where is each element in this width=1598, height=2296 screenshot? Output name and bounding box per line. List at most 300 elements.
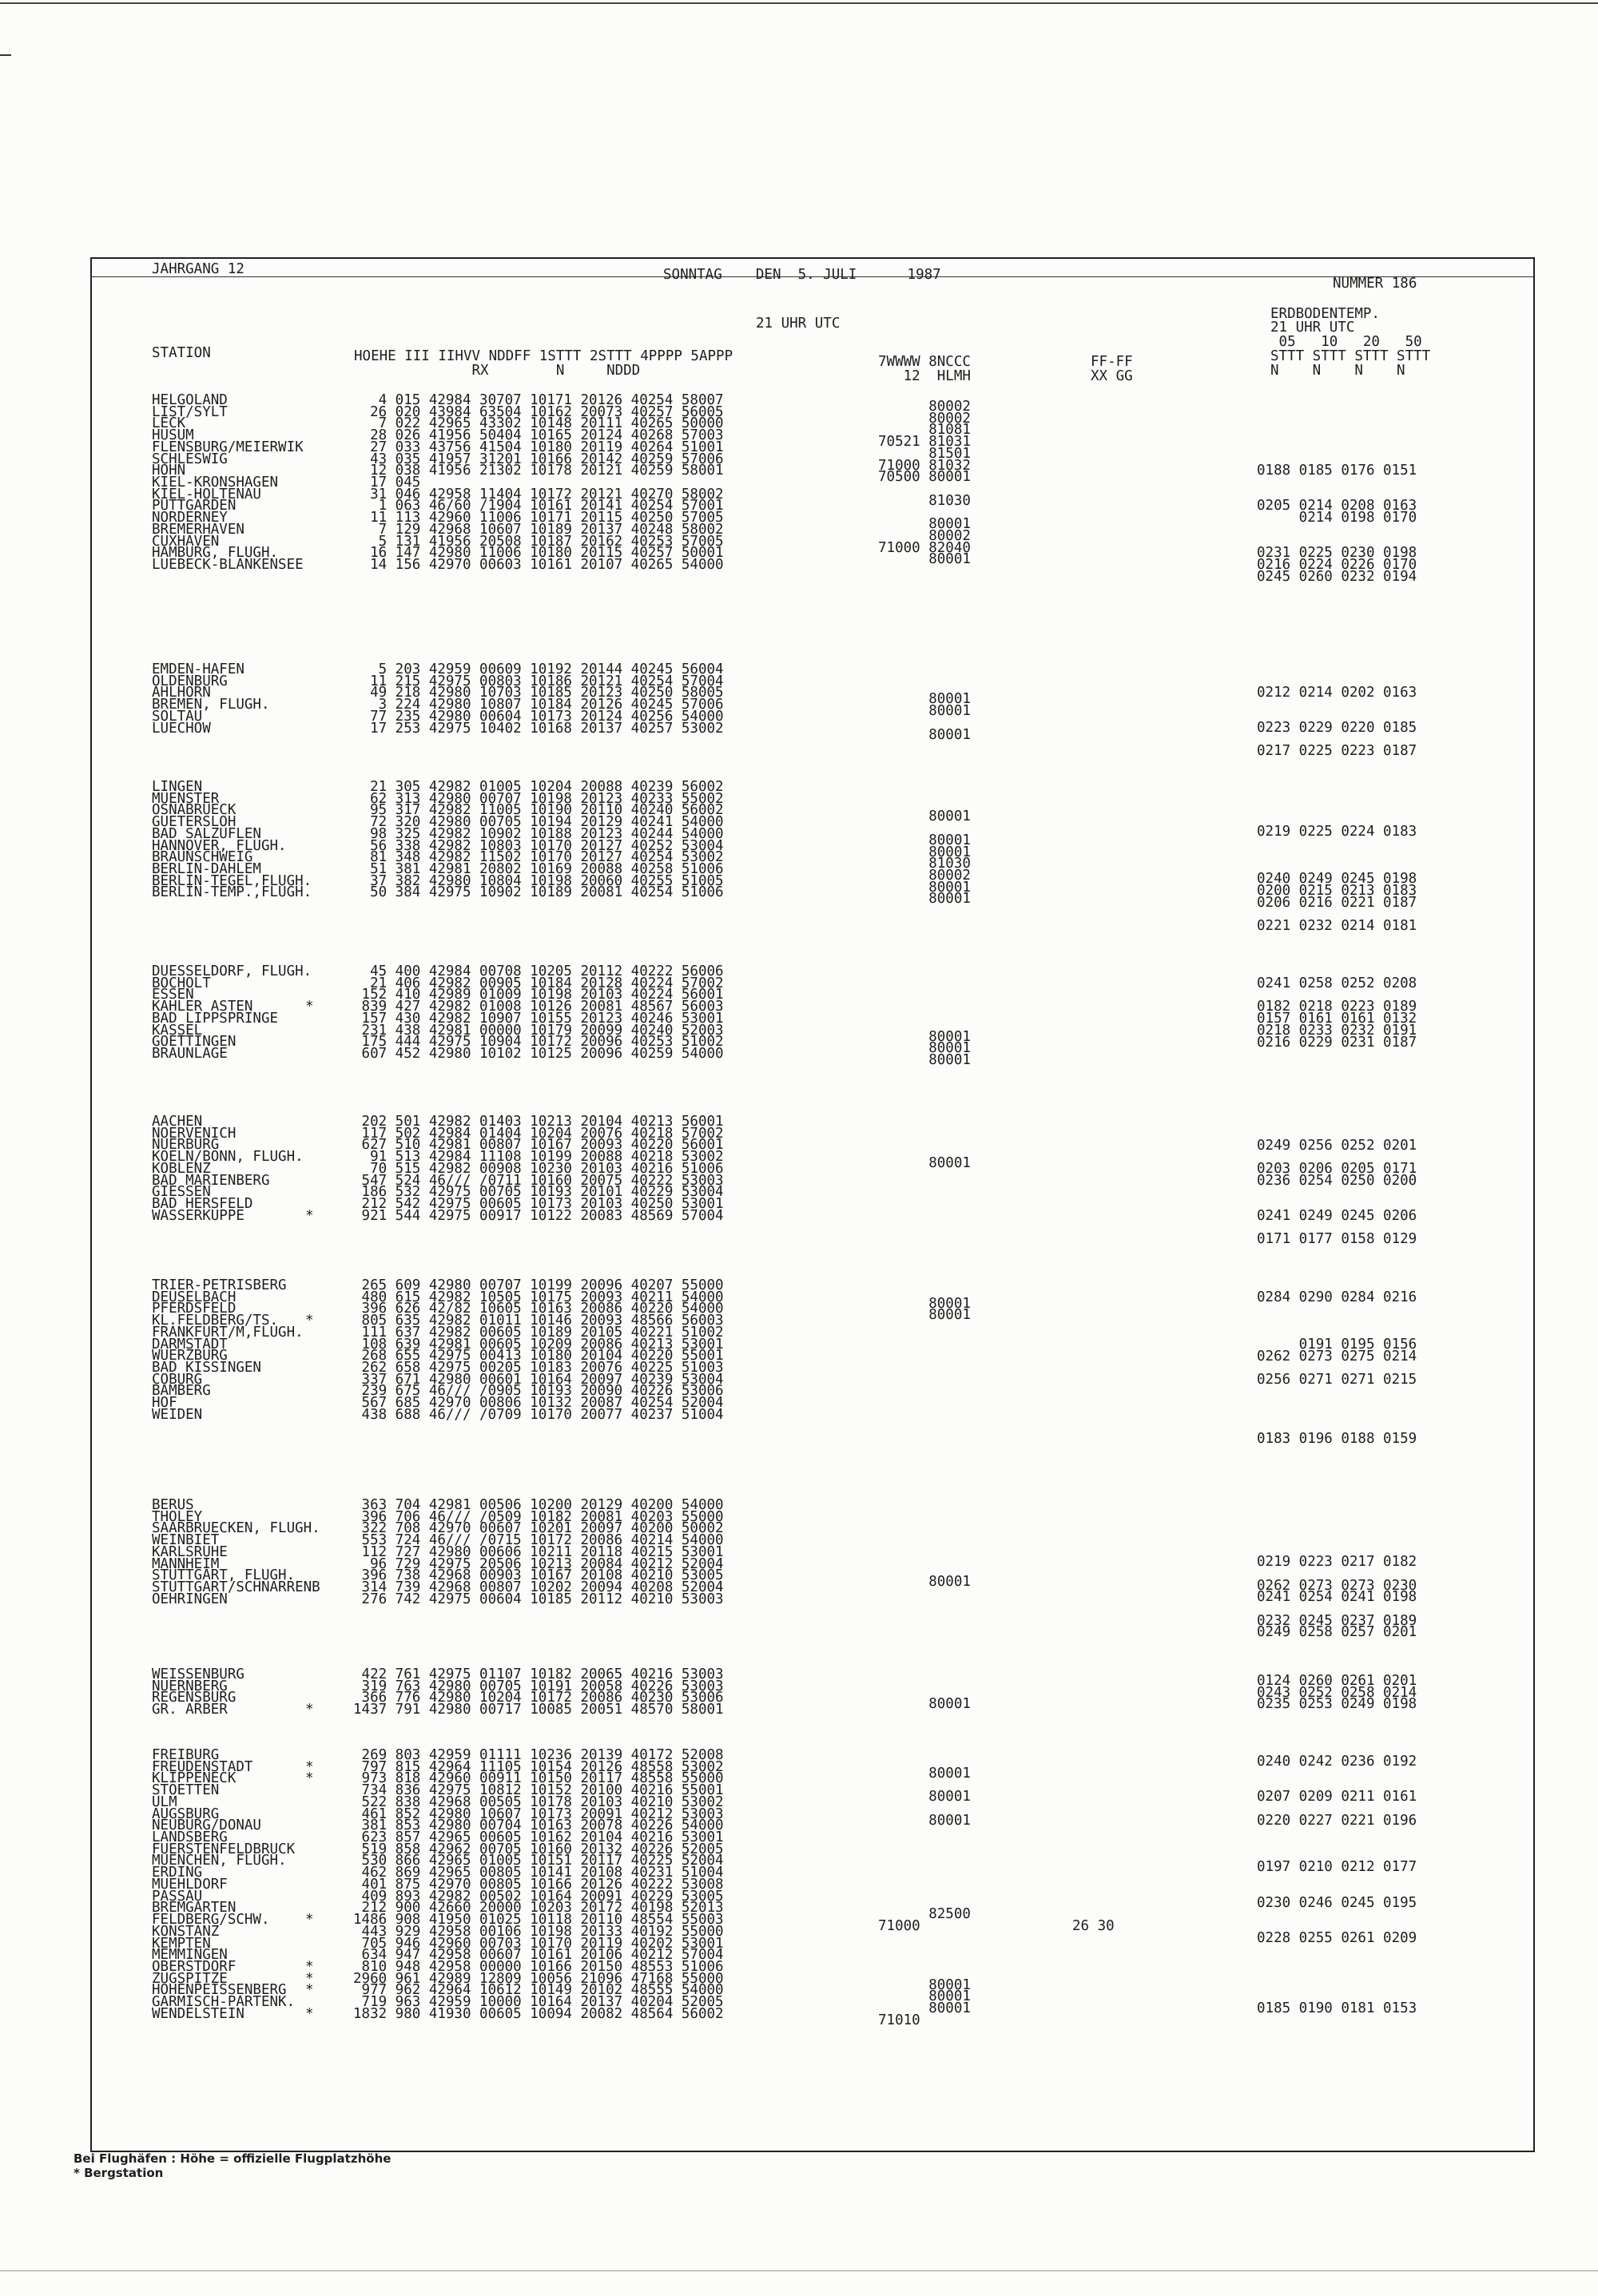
station-obs: 607 452 42980 10102 10125 20096 40259 54000 (353, 1046, 724, 1063)
station-obs: 314 739 42968 00807 10202 20094 40208 52004 (353, 1579, 724, 1596)
weather-groups: 80001 (878, 516, 971, 533)
station-obs: 921 544 42975 00917 10122 20083 48569 57004 (353, 1207, 724, 1224)
footnote-mountain-station: * Bergstation (74, 2166, 164, 2180)
station-obs: 810 948 42958 00000 10166 20150 48553 51006 (353, 1958, 724, 1975)
station-name: HANNOVER, FLUGH. (152, 837, 287, 854)
weather-groups: 80001 (878, 1155, 971, 1172)
soil-temps: 0230 0246 0245 0195 (1257, 1894, 1417, 1911)
station-name: BRAUNSCHWEIG (152, 849, 253, 866)
soil-temps: 0217 0225 0223 0187 (1257, 743, 1417, 760)
station-obs: 72 320 42980 00705 10194 20129 40241 54000 (353, 814, 724, 831)
station-name: BAMBERG (152, 1383, 211, 1400)
station-obs: 95 317 42982 11005 10190 20110 40240 56002 (353, 802, 724, 819)
station-obs: 627 510 42981 00807 10167 20093 40220 56001 (353, 1137, 724, 1154)
station-obs: 81 348 42982 11502 10170 20127 40254 53002 (353, 849, 724, 866)
station-name: MEMMINGEN (152, 1947, 228, 1964)
station-obs: 212 900 42660 20000 10203 20172 40198 52013 (353, 1900, 724, 1917)
station-obs: 98 325 42982 10902 10188 20123 40244 54000 (353, 825, 724, 842)
station-obs: 276 742 42975 00604 10185 20112 40210 53003 (353, 1591, 724, 1607)
station-obs: 623 857 42965 00605 10162 20104 40216 53001 (353, 1829, 724, 1846)
soil-temps: 0262 0273 0275 0214 (1257, 1348, 1417, 1364)
station-name: STUTTGART/SCHNARRENB (152, 1579, 320, 1596)
station-obs: 43 035 41957 31201 10166 20142 40259 57006 (353, 451, 724, 467)
soil-temps: 0216 0224 0226 0170 (1257, 557, 1417, 574)
station-name: GUETERSLOH (152, 814, 237, 831)
station-name: GOETTINGEN (152, 1034, 237, 1051)
station-obs: 21 305 42982 01005 10204 20088 40239 56002 (353, 779, 724, 795)
mountain-station-mark: * (305, 1970, 314, 1987)
station-name: BERLIN-TEMP.,FLUGH. (152, 884, 312, 901)
weather-groups: 80001 (878, 832, 971, 848)
station-obs: 45 400 42984 00708 10205 20112 40222 56006 (353, 963, 724, 979)
station-obs: 31 046 42958 11404 10172 20121 40270 58002 (353, 486, 724, 502)
station-obs: 519 858 42962 00705 10160 20132 40226 52005 (353, 1841, 724, 1857)
soil-temps: 0203 0206 0205 0171 (1257, 1161, 1417, 1178)
station-obs: 567 685 42970 00806 10132 20087 40254 52004 (353, 1395, 724, 1412)
station-name: BAD LIPPSPRINGE (152, 1010, 279, 1027)
station-obs: 805 635 42982 01011 10146 20093 48566 56003 (353, 1313, 724, 1329)
station-name: HOHENPEISSENBERG (152, 1982, 287, 1999)
station-name: NORDERNEY (152, 510, 228, 526)
weather-groups: 80001 (878, 2000, 971, 2017)
station-obs: 530 866 42965 01005 10151 20117 40225 52004 (353, 1853, 724, 1869)
station-name: PFERDSFELD (152, 1301, 237, 1317)
weather-groups: 82500 (878, 1906, 971, 1923)
soil-temps: 0240 0249 0245 0198 (1257, 871, 1417, 888)
station-obs: 212 542 42975 00605 10173 20103 40250 53001 (353, 1196, 724, 1213)
weather-groups: 80001 (878, 1028, 971, 1045)
station-name: SOLTAU (152, 708, 203, 725)
station-obs: 462 869 42965 00805 10141 20108 40231 51004 (353, 1865, 724, 1881)
station-name: FLENSBURG/MEIERWIK (152, 439, 304, 455)
station-name: KL.FELDBERG/TS. (152, 1313, 279, 1329)
station-obs: 7 022 42965 43302 10148 20111 40265 50000 (353, 415, 724, 432)
station-obs: 12 038 41956 21302 10178 20121 40259 58001 (353, 463, 724, 479)
weather-groups: 71010 (878, 2012, 920, 2028)
soil-title-1: ERDBODENTEMP. (1270, 306, 1380, 322)
soil-temps: 0231 0225 0230 0198 (1257, 545, 1417, 562)
scan-top-border (0, 2, 1598, 4)
station-name: NUERNBERG (152, 1678, 228, 1694)
col-station: STATION (152, 345, 211, 361)
station-obs: 50 384 42975 10902 10189 20081 40254 51006 (353, 884, 724, 901)
station-obs: 461 852 42980 10607 10173 20091 40212 53003 (353, 1805, 724, 1822)
soil-temps: 0232 0245 0237 0189 (1257, 1612, 1417, 1629)
weather-groups: 81030 (878, 856, 971, 872)
station-name: LUECHOW (152, 720, 211, 737)
station-name: OEHRINGEN (152, 1591, 228, 1607)
weather-groups: 81030 (878, 492, 971, 509)
footnote-airports: Bei Flughäfen : Höhe = offizielle Flugplatzhöhe (74, 2151, 392, 2166)
station-obs: 319 763 42980 00705 10191 20058 40226 53003 (353, 1678, 724, 1694)
station-obs: 117 502 42984 01404 10204 20076 40218 57002 (353, 1125, 724, 1142)
station-obs: 634 947 42958 00607 10161 20106 40212 57004 (353, 1947, 724, 1964)
station-obs: 11 215 42975 00803 10186 20121 40254 57004 (353, 673, 724, 689)
station-name: HAMBURG, FLUGH. (152, 545, 279, 562)
station-name: REGENSBURG (152, 1690, 237, 1706)
weather-groups: 70500 80001 (878, 469, 971, 486)
station-name: KIEL-KRONSHAGEN (152, 475, 279, 491)
station-name: GR. ARBER (152, 1702, 228, 1718)
soil-temps: 0223 0229 0220 0185 (1257, 719, 1417, 736)
col-wx-header-2: 12 HLMH (878, 368, 971, 384)
station-name: KIEL-HOLTENAU (152, 486, 261, 502)
station-name: WEIDEN (152, 1406, 203, 1423)
station-name: AACHEN (152, 1114, 203, 1130)
station-name: LECK (152, 415, 186, 432)
station-obs: 1 063 46/60 /1904 10161 20141 40254 57001 (353, 498, 724, 514)
jahrgang: JAHRGANG 12 (152, 261, 244, 277)
station-obs: 396 626 42/82 10605 10163 20086 40220 54000 (353, 1301, 724, 1317)
station-name: KLIPPENECK (152, 1770, 237, 1787)
mountain-station-mark: * (305, 1313, 314, 1329)
station-obs: 401 875 42970 00805 10166 20126 40222 53008 (353, 1876, 724, 1893)
station-name: LINGEN (152, 779, 203, 795)
station-obs: 11 113 42960 11006 10171 20115 40250 57005 (353, 510, 724, 526)
station-obs: 70 515 42982 00908 10230 20103 40216 51006 (353, 1160, 724, 1177)
station-name: STOETTEN (152, 1782, 220, 1799)
station-obs: 1832 980 41930 00605 10094 20082 48564 56002 (353, 2005, 724, 2022)
weather-groups: 70521 81031 (878, 434, 971, 451)
soil-temps: 0218 0233 0232 0191 (1257, 1022, 1417, 1039)
station-obs: 157 430 42982 10907 10155 20123 40246 53001 (353, 1010, 724, 1027)
station-obs: 839 427 42982 01008 10126 20081 48567 56003 (353, 999, 724, 1015)
weather-groups: 80001 (878, 1976, 971, 1993)
station-obs: 49 218 42980 10703 10185 20123 40250 58005 (353, 685, 724, 701)
station-name: BREMERHAVEN (152, 521, 244, 538)
station-name: PUTTGARDEN (152, 498, 237, 514)
soil-temps: 0221 0232 0214 0181 (1257, 918, 1417, 935)
soil-temps: 0236 0254 0250 0200 (1257, 1172, 1417, 1189)
station-name: FUERSTENFELDBRUCK (152, 1841, 296, 1857)
soil-stt: STTT STTT STTT STTT (1270, 348, 1431, 364)
soil-temps: 0182 0218 0223 0189 (1257, 999, 1417, 1015)
station-obs: 7 129 42968 10607 10189 20137 40248 58002 (353, 521, 724, 538)
station-obs: 17 045 (353, 475, 421, 491)
soil-temps: 0220 0227 0221 0196 (1257, 1812, 1417, 1829)
station-obs: 381 853 42980 00704 10163 20078 40226 54000 (353, 1817, 724, 1834)
station-obs: 202 501 42982 01403 10213 20104 40213 56001 (353, 1114, 724, 1130)
station-name: BERUS (152, 1497, 194, 1513)
soil-temps: 0191 0195 0156 (1257, 1336, 1417, 1353)
station-obs: 2960 961 42989 12809 10056 21096 47168 55000 (353, 1970, 724, 1987)
station-name: HOF (152, 1395, 177, 1412)
station-obs: 27 033 43756 41504 10180 20119 40264 51001 (353, 439, 724, 455)
station-obs: 268 655 42975 00413 10180 20104 40220 55001 (353, 1348, 724, 1364)
station-obs: 37 382 42980 10804 10198 20060 40255 51005 (353, 872, 724, 889)
soil-temps: 0212 0214 0202 0163 (1257, 684, 1417, 701)
wind-gust: 26 30 (1072, 1918, 1115, 1935)
weather-groups: 71000 82040 (878, 539, 971, 556)
station-name: BAD HERSFELD (152, 1196, 253, 1213)
station-obs: 409 893 42982 00502 10164 20091 40229 53005 (353, 1888, 724, 1905)
weather-groups: 80001 (878, 879, 971, 896)
soil-temps: 0249 0256 0252 0201 (1257, 1137, 1417, 1154)
station-name: LUEBECK-BLANKENSEE (152, 557, 304, 574)
station-obs: 96 729 42975 20506 10213 20084 40212 52004 (353, 1555, 724, 1572)
station-name: GARMISCH-PARTENK. (152, 1994, 296, 2011)
station-obs: 973 818 42960 00911 10150 20117 48558 55000 (353, 1770, 724, 1787)
station-name: OSNABRUECK (152, 802, 237, 819)
station-name: BERLIN-DAHLEM (152, 861, 261, 878)
soil-temps: 0188 0185 0176 0151 (1257, 463, 1417, 479)
soil-temps: 0207 0209 0211 0161 (1257, 1789, 1417, 1805)
station-obs: 17 253 42975 10402 10168 20137 40257 53002 (353, 720, 724, 737)
station-obs: 422 761 42975 01107 10182 20065 40216 53003 (353, 1666, 724, 1682)
station-name: WEISSENBURG (152, 1666, 244, 1682)
station-obs: 1437 791 42980 00717 10085 20051 48570 58001 (353, 1702, 724, 1718)
station-name: FREUDENSTADT (152, 1758, 253, 1775)
station-name: KOBLENZ (152, 1160, 211, 1177)
soil-temps: 0197 0210 0212 0177 (1257, 1859, 1417, 1876)
station-name: DUESSELDORF, FLUGH. (152, 963, 312, 979)
weather-groups: 80002 (878, 410, 971, 427)
weather-groups: 80001 (878, 1574, 971, 1591)
soil-temps: 0241 0254 0241 0198 (1257, 1589, 1417, 1606)
soil-temps: 0241 0258 0252 0208 (1257, 975, 1417, 991)
weather-groups: 80002 (878, 399, 971, 415)
weather-groups: 81081 (878, 422, 971, 439)
station-obs: 51 381 42981 20802 10169 20088 40258 51006 (353, 861, 724, 878)
weather-groups: 80001 (878, 1789, 971, 1805)
station-obs: 28 026 41956 50404 10165 20124 40268 57003 (353, 427, 724, 444)
weather-groups: 80001 (878, 726, 971, 743)
station-name: AUGSBURG (152, 1805, 220, 1822)
station-name: WEINBIET (152, 1532, 220, 1549)
station-name: STUTTGART, FLUGH. (152, 1567, 296, 1584)
weather-groups: 80001 (878, 1052, 971, 1069)
weather-groups: 71000 (878, 1918, 920, 1935)
station-name: DARMSTADT (152, 1336, 228, 1353)
station-name: ESSEN (152, 987, 194, 1003)
station-obs: 438 688 46/// /0709 10170 20077 40237 51004 (353, 1406, 724, 1423)
station-name: ERDING (152, 1865, 203, 1881)
station-name: LIST/SYLT (152, 403, 228, 420)
station-name: MANNHEIM (152, 1555, 220, 1572)
station-name: SCHLESWIG (152, 451, 228, 467)
weather-groups: 80001 (878, 703, 971, 720)
station-name: WASSERKUPPE (152, 1207, 244, 1224)
station-name: KASSEL (152, 1022, 203, 1039)
station-name: BAD MARIENBERG (152, 1172, 270, 1189)
weather-groups: 80001 (878, 891, 971, 908)
station-obs: 396 706 46/// /0509 10182 20081 40203 55000 (353, 1508, 724, 1525)
station-name: BREMGARTEN (152, 1900, 237, 1917)
station-name: FREIBURG (152, 1747, 220, 1763)
station-name: HELGOLAND (152, 392, 228, 408)
mountain-station-mark: * (305, 1958, 314, 1975)
station-name: WUERZBURG (152, 1348, 228, 1364)
soil-temps: 0200 0215 0213 0183 (1257, 883, 1417, 900)
station-name: MUENSTER (152, 790, 220, 807)
station-name: CUXHAVEN (152, 533, 220, 550)
station-obs: 522 838 42968 00505 10178 20103 40210 53002 (353, 1794, 724, 1810)
station-name: KOELN/BONN, FLUGH. (152, 1149, 304, 1166)
weather-groups: 80001 (878, 808, 971, 825)
station-obs: 112 727 42980 00606 10211 20118 40215 53001 (353, 1543, 724, 1560)
station-name: LANDSBERG (152, 1829, 228, 1846)
soil-temps: 0206 0216 0221 0187 (1257, 894, 1417, 911)
obs-time: 21 UHR UTC (756, 316, 841, 332)
soil-temps: 0235 0253 0249 0198 (1257, 1696, 1417, 1713)
issue-date: SONNTAG DEN 5. JULI 1987 (663, 267, 941, 283)
station-obs: 231 438 42981 00000 10179 20099 40240 52003 (353, 1022, 724, 1039)
station-name: NEUBURG/DONAU (152, 1817, 261, 1834)
soil-n: N N N N (1270, 363, 1405, 379)
soil-depths: 05 10 20 50 (1270, 334, 1422, 350)
station-obs: 108 639 42981 00605 10209 20086 40213 53001 (353, 1336, 724, 1353)
weather-groups: 80001 (878, 1307, 971, 1324)
station-obs: 56 338 42982 10803 10170 20127 40252 53004 (353, 837, 724, 854)
station-name: BRAUNLAGE (152, 1046, 228, 1063)
station-obs: 186 532 42975 00705 10193 20101 40229 53004 (353, 1184, 724, 1201)
weather-groups: 81501 (878, 445, 971, 462)
station-obs: 547 524 46/// /0711 10160 20075 40222 53003 (353, 1172, 724, 1189)
issue-number: NUMMER 186 (1333, 276, 1417, 292)
station-obs: 443 929 42958 00106 10198 20133 40192 55000 (353, 1923, 724, 1940)
station-name: KONSTANZ (152, 1923, 220, 1940)
station-obs: 719 963 42959 10000 10164 20137 40204 52005 (353, 1994, 724, 2011)
station-obs: 175 444 42975 10904 10172 20096 40253 51002 (353, 1034, 724, 1051)
mountain-station-mark: * (305, 1207, 314, 1224)
mountain-station-mark: * (305, 1912, 314, 1929)
station-obs: 5 203 42959 00609 10192 20144 40245 56004 (353, 661, 724, 677)
soil-temps: 0216 0229 0231 0187 (1257, 1034, 1417, 1051)
station-obs: 553 724 46/// /0715 10172 20086 40214 54000 (353, 1532, 724, 1549)
soil-temps: 0245 0260 0232 0194 (1257, 568, 1417, 585)
soil-temps: 0214 0198 0170 (1257, 510, 1417, 526)
weather-groups: 80001 (878, 1040, 971, 1057)
station-name: NUERBURG (152, 1137, 220, 1154)
col-ff-header-1: FF-FF (1091, 354, 1133, 370)
soil-temps: 0249 0258 0257 0201 (1257, 1624, 1417, 1641)
station-obs: 3 224 42980 10807 10184 20126 40245 57006 (353, 697, 724, 713)
station-obs: 322 708 42970 00607 10201 20097 40200 50002 (353, 1520, 724, 1537)
soil-temps: 0205 0214 0208 0163 (1257, 498, 1417, 514)
station-name: TRIER-PETRISBERG (152, 1277, 287, 1293)
station-name: BERLIN-TEGEL,FLUGH. (152, 872, 312, 889)
soil-temps: 0185 0190 0181 0153 (1257, 2000, 1417, 2017)
mountain-station-mark: * (305, 2005, 314, 2022)
station-obs: 5 131 41956 20508 10187 20162 40253 57005 (353, 533, 724, 550)
station-name: KARLSRUHE (152, 1543, 228, 1560)
punch-mark (0, 54, 11, 56)
station-name: ZUGSPITZE (152, 1970, 228, 1987)
station-obs: 337 671 42980 00601 10164 20097 40239 53004 (353, 1371, 724, 1388)
station-name: HUSUM (152, 427, 194, 444)
soil-temps: 0243 0252 0258 0214 (1257, 1684, 1417, 1701)
mountain-station-mark: * (305, 1770, 314, 1787)
station-name: ULM (152, 1794, 177, 1810)
weather-groups: 80001 (878, 1765, 971, 1782)
station-name: SAARBRUECKEN, FLUGH. (152, 1520, 320, 1537)
weather-groups: 80001 (878, 691, 971, 708)
station-name: BAD KISSINGEN (152, 1360, 261, 1376)
weather-groups: 80002 (878, 527, 971, 544)
station-name: NOERVENICH (152, 1125, 237, 1142)
station-obs: 152 410 42989 01009 10198 20103 40224 56001 (353, 987, 724, 1003)
weather-groups: 80001 (878, 1812, 971, 1829)
station-obs: 4 015 42984 30707 10171 20126 40254 58007 (353, 392, 724, 408)
mountain-station-mark: * (305, 1702, 314, 1718)
soil-temps: 0157 0161 0161 0132 (1257, 1011, 1417, 1027)
weather-groups: 80001 (878, 1988, 971, 2005)
station-obs: 91 513 42984 11108 10199 20088 40218 53002 (353, 1149, 724, 1166)
col-wx-header-1: 7WWWW 8NCCC (878, 354, 971, 370)
station-name: OLDENBURG (152, 673, 228, 689)
weather-groups: 80002 (878, 868, 971, 884)
station-obs: 21 406 42982 00905 10184 20128 40224 57002 (353, 975, 724, 991)
soil-title-2: 21 UHR UTC (1270, 320, 1355, 336)
station-obs: 16 147 42980 11006 10180 20115 40257 50001 (353, 545, 724, 562)
station-name: FELDBERG/SCHW. (152, 1912, 270, 1929)
station-name: DEUSELBACH (152, 1289, 237, 1305)
station-obs: 734 836 42975 10812 10152 20100 40216 55001 (353, 1782, 724, 1799)
col-main-header-2: RX N NDDD (354, 363, 641, 379)
station-obs: 26 020 43984 63504 10162 20073 40257 56005 (353, 403, 724, 420)
station-obs: 396 738 42968 00903 10167 20108 40210 53005 (353, 1567, 724, 1584)
station-obs: 265 609 42980 00707 10199 20096 40207 55000 (353, 1277, 724, 1293)
station-name: PASSAU (152, 1888, 203, 1905)
station-name: BREMEN, FLUGH. (152, 697, 270, 713)
station-name: AHLHORN (152, 685, 211, 701)
station-obs: 62 313 42980 00707 10198 20123 40233 55002 (353, 790, 724, 807)
station-name: BAD SALZUFLEN (152, 825, 261, 842)
station-obs: 14 156 42970 00603 10161 20107 40265 54000 (353, 557, 724, 574)
station-obs: 1486 908 41950 01025 10118 20110 48554 55003 (353, 1912, 724, 1929)
station-obs: 363 704 42981 00506 10200 20129 40200 54000 (353, 1497, 724, 1513)
weather-groups: 80001 (878, 551, 971, 568)
mountain-station-mark: * (305, 1758, 314, 1775)
weather-groups: 71000 81032 (878, 457, 971, 474)
soil-temps: 0228 0255 0261 0209 (1257, 1929, 1417, 1946)
weather-groups: 80001 (878, 1295, 971, 1312)
mountain-station-mark: * (305, 999, 314, 1015)
weather-groups: 80001 (878, 844, 971, 860)
station-name: OBERSTDORF (152, 1958, 237, 1975)
station-obs: 77 235 42980 00604 10173 20124 40256 54000 (353, 708, 724, 725)
soil-temps: 0241 0249 0245 0206 (1257, 1208, 1417, 1225)
station-name: KEMPTEN (152, 1935, 211, 1952)
col-main-header-1: HOEHE III IIHVV NDDFF 1STTT 2STTT 4PPPP 5APPP (354, 348, 733, 364)
soil-temps: 0171 0177 0158 0129 (1257, 1231, 1417, 1248)
soil-temps: 0124 0260 0261 0201 (1257, 1673, 1417, 1689)
station-name: COBURG (152, 1371, 203, 1388)
station-obs: 269 803 42959 01111 10236 20139 40172 52008 (353, 1747, 724, 1763)
station-name: GIESSEN (152, 1184, 211, 1201)
soil-temps: 0240 0242 0236 0192 (1257, 1754, 1417, 1770)
station-obs: 262 658 42975 00205 10183 20076 40225 51003 (353, 1360, 724, 1376)
station-name: FRANKFURT/M,FLUGH. (152, 1324, 304, 1341)
soil-temps: 0262 0273 0273 0230 (1257, 1577, 1417, 1594)
scan-bottom-border (0, 2270, 1598, 2271)
station-name: EMDEN-HAFEN (152, 661, 244, 677)
soil-temps: 0284 0290 0284 0216 (1257, 1289, 1417, 1305)
col-ff-header-2: XX GG (1091, 368, 1133, 384)
station-name: WENDELSTEIN (152, 2005, 244, 2022)
station-name: MUEHLDORF (152, 1876, 228, 1893)
station-name: HOHN (152, 463, 186, 479)
soil-temps: 0183 0196 0188 0159 (1257, 1430, 1417, 1447)
mountain-station-mark: * (305, 1982, 314, 1999)
soil-temps: 0219 0225 0224 0183 (1257, 824, 1417, 840)
station-obs: 705 946 42960 00703 10170 20119 40202 53001 (353, 1935, 724, 1952)
station-obs: 797 815 42964 11105 10154 20126 48558 53002 (353, 1758, 724, 1775)
station-name: THOLEY (152, 1508, 203, 1525)
soil-temps: 0256 0271 0271 0215 (1257, 1372, 1417, 1388)
station-obs: 111 637 42982 00605 10189 20105 40221 51002 (353, 1324, 724, 1341)
station-name: MUENCHEN, FLUGH. (152, 1853, 287, 1869)
